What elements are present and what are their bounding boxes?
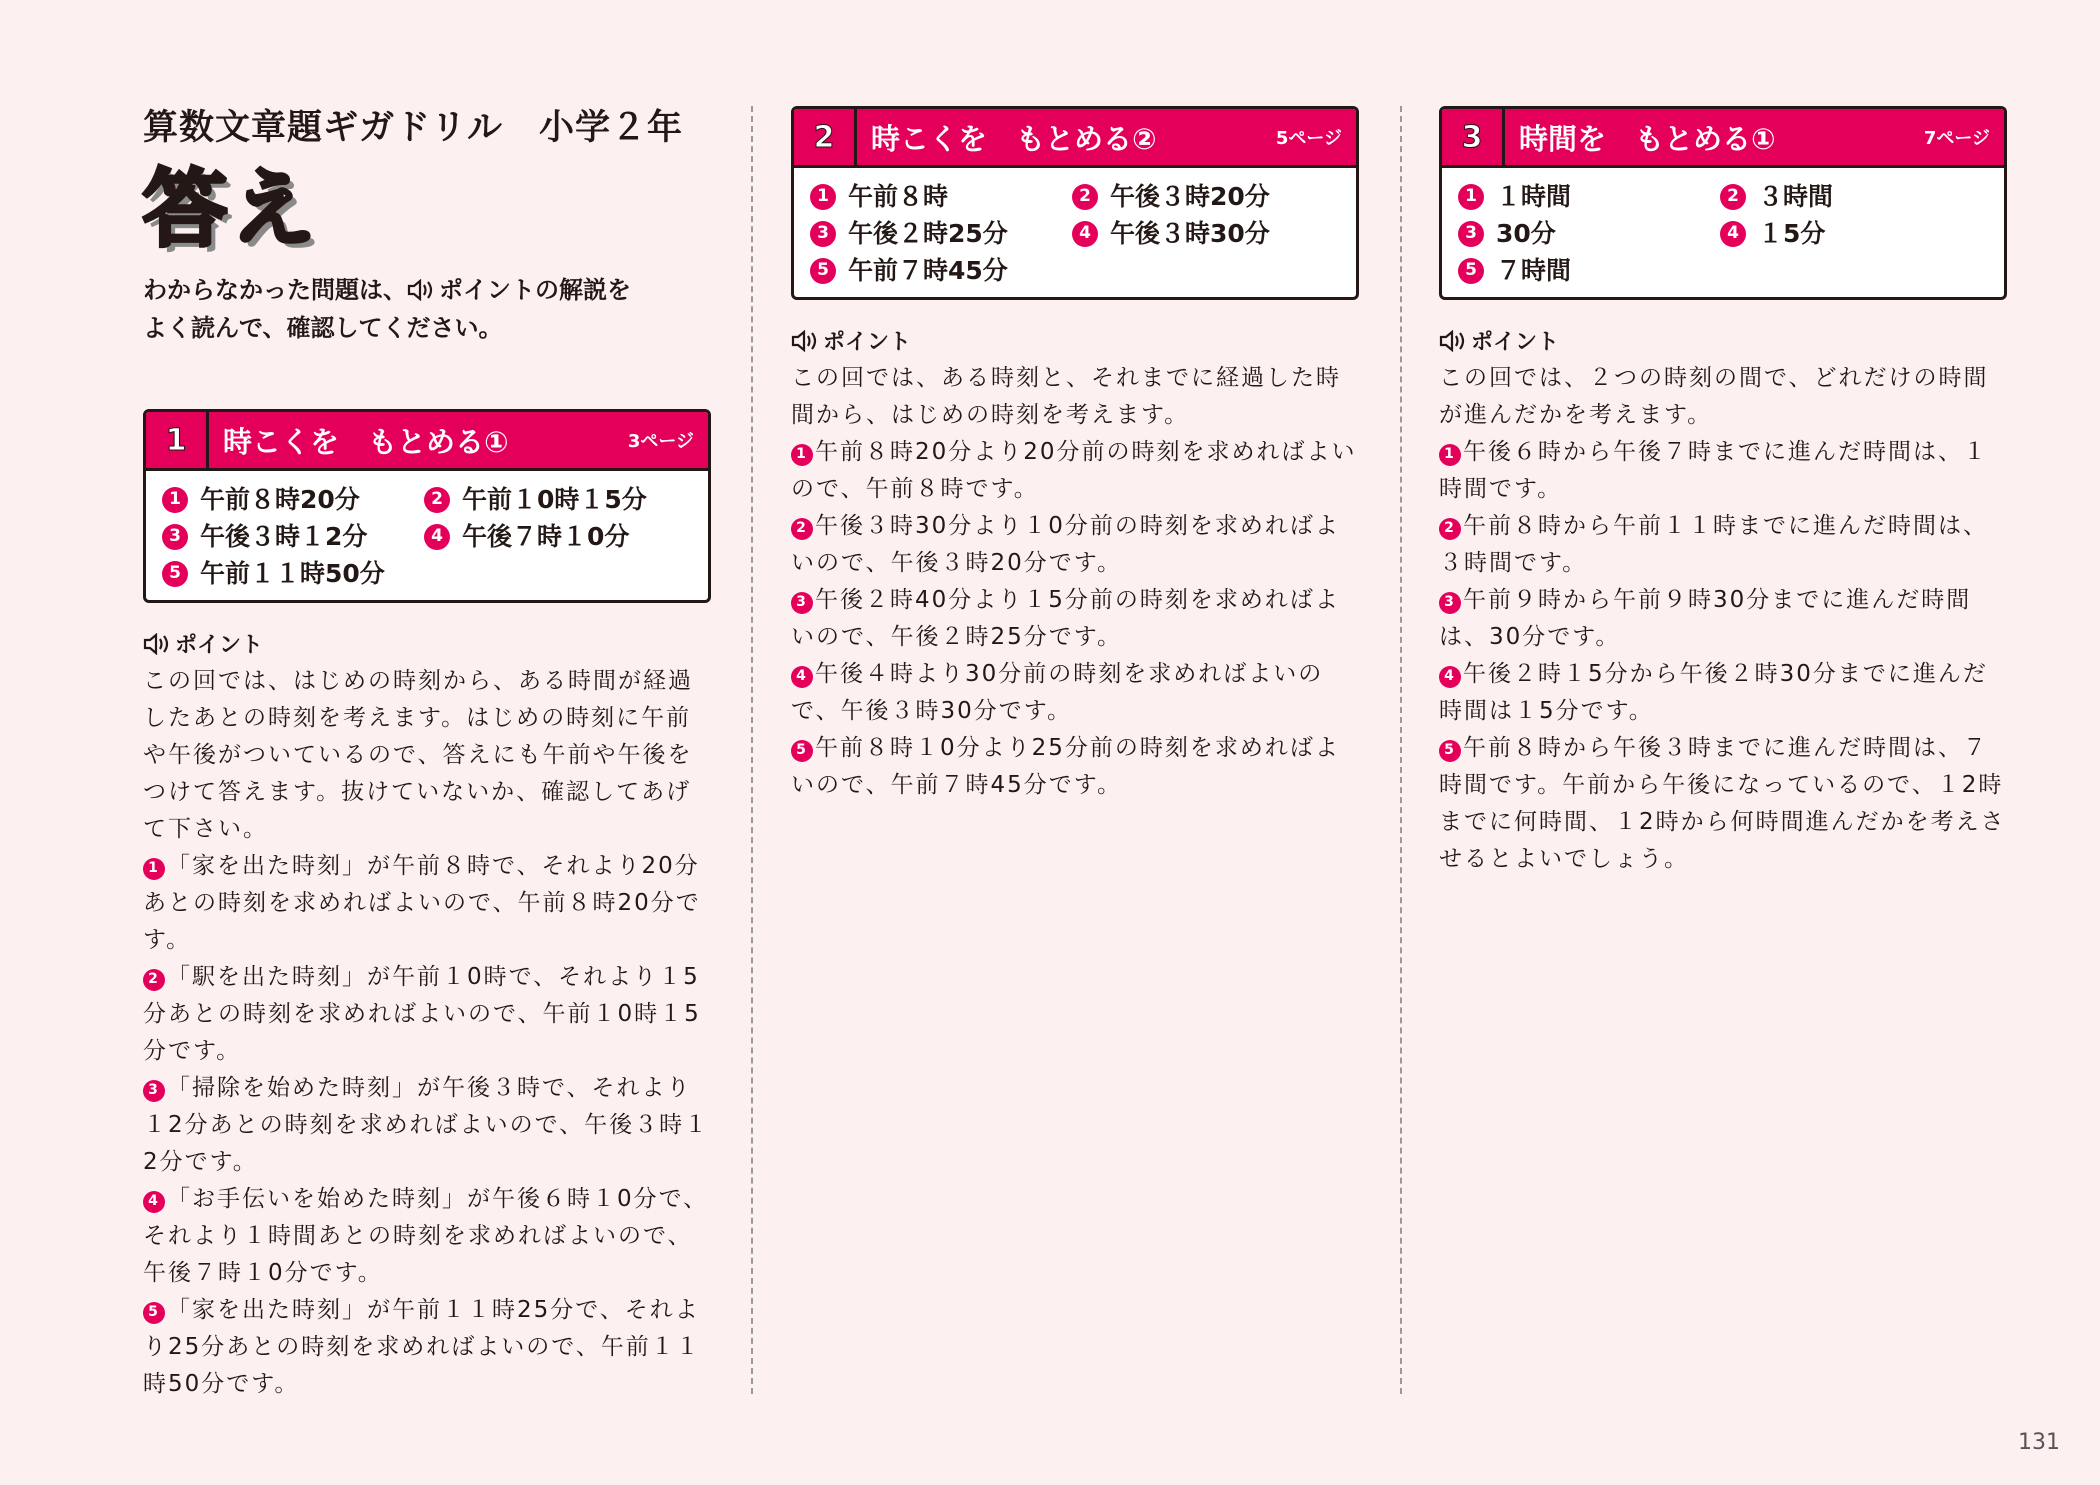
answers-list	[1442, 168, 2004, 297]
circled-number-icon: 3	[791, 592, 813, 614]
column-divider	[1400, 106, 1402, 1394]
card-header	[1442, 109, 2004, 168]
explanation-item: 3 午前９時から午前９時30分までに進んだ時間は、30分です。	[1439, 587, 1972, 650]
circled-number-icon: 5	[143, 1302, 165, 1324]
section-number: 3	[1442, 109, 1505, 165]
circled-number-icon: 1	[810, 184, 836, 210]
answers-list	[794, 168, 1356, 297]
page-ref: 7ページ	[1923, 128, 1990, 149]
circled-number-icon: 1	[1439, 444, 1461, 466]
column-divider	[751, 106, 753, 1394]
point-heading: ポイント	[1439, 326, 2007, 360]
answer-item: 5 午前１１時50分	[162, 555, 424, 592]
answer-item: 1 １時間	[1458, 178, 1720, 215]
point-heading: ポイント	[791, 326, 1359, 360]
point-explanation: この回では、２つの時刻の間で、どれだけの時間が進んだかを考えます。 1 午後６時から午後７時までに進んだ時間は、１時間です。 2 午前８時から午前１１時までに進んだ時間は、３時間です。 3 午前９時から午前９時30分までに進んだ時間は、30分です。 4 午後２時１5分から午後２時30分までに進んだ時間は１5分です。 5 午前８時から午後３時までに進んだ時間は、７時間です。午前から午後になっているので、１2時までに何時間、１2時から何時間進んだかを考えさせるとよいでしょう。	[1439, 360, 2007, 878]
explanation-item: 4 午後２時１5分から午後２時30分までに進んだ時間は１5分です。	[1439, 661, 1988, 724]
circled-number-icon: 4	[1720, 221, 1746, 247]
answer-item: 5 午前７時45分	[810, 252, 1072, 289]
circled-number-icon: 4	[1072, 221, 1098, 247]
circled-number-icon: 4	[1439, 666, 1461, 688]
circled-number-icon: 2	[424, 487, 450, 513]
point-heading: ポイント	[143, 629, 711, 663]
circled-number-icon: 3	[143, 1080, 165, 1102]
answer-item: 1 午前８時20分	[162, 481, 424, 518]
speaker-icon	[407, 279, 435, 301]
intro-text: わからなかった問題は、 ポイントの解説を よく読んで、確認してください。	[143, 276, 631, 342]
explanation-item: 2 午後３時30分より１0分前の時刻を求めればよいので、午後３時20分です。	[791, 513, 1340, 576]
circled-number-icon: 3	[1458, 221, 1484, 247]
answer-item: 2 午後３時20分	[1072, 178, 1334, 215]
explanation-item: 1 「家を出た時刻」が午前８時で、それより20分あとの時刻を求めればよいので、午前８時20分です。	[143, 853, 701, 953]
explanation-item: 5 「家を出た時刻」が午前１１時25分で、それより25分あとの時刻を求めればよいので、午前１１時50分です。	[143, 1297, 701, 1397]
answer-item: 4 午後３時30分	[1072, 215, 1334, 252]
answer-card-2	[791, 106, 1359, 300]
explanation-item: 4 「お手伝いを始めた時刻」が午後６時１0分で、それより１時間あとの時刻を求めればよいので、午後７時１0分です。	[143, 1186, 709, 1286]
answer-item: 2 ３時間	[1720, 178, 1982, 215]
circled-number-icon: 3	[1439, 592, 1461, 614]
circled-number-icon: 1	[791, 444, 813, 466]
answer-item: 3 午後２時25分	[810, 215, 1072, 252]
circled-number-icon: 2	[1072, 184, 1098, 210]
circled-number-icon: 1	[1458, 184, 1484, 210]
answer-item: 3 30分	[1458, 215, 1720, 252]
explanation-item: 1 午前８時20分より20分前の時刻を求めればよいので、午前８時です。	[791, 439, 1357, 502]
circled-number-icon: 5	[162, 561, 188, 587]
page-ref: 5ページ	[1275, 128, 1342, 149]
explanation-item: 2 午前８時から午前１１時までに進んだ時間は、３時間です。	[1439, 513, 1988, 576]
section-number: 1	[146, 412, 209, 468]
circled-number-icon: 4	[791, 666, 813, 688]
point-explanation: この回では、ある時刻と、それまでに経過した時間から、はじめの時刻を考えます。 1 午前８時20分より20分前の時刻を求めればよいので、午前８時です。 2 午後３時30分より１0分前の時刻を求めればよいので、午後３時20分です。 3 午後２時40分より１5分前の時刻を求めればよいので、午後２時25分です。 4 午後４時より30分前の時刻を求めればよいので、午後３時30分です。 5 午前８時１0分より25分前の時刻を求めればよいので、午前７時45分です。	[791, 360, 1359, 804]
circled-number-icon: 1	[143, 858, 165, 880]
card-header	[794, 109, 1356, 168]
card-header	[146, 412, 708, 471]
circled-number-icon: 3	[162, 524, 188, 550]
answer-item: 5 ７時間	[1458, 252, 1720, 289]
answers-title: 答え	[143, 160, 320, 258]
circled-number-icon: 2	[143, 969, 165, 991]
explanation-item: 5 午前８時から午後３時までに進んだ時間は、７時間です。午前から午後になっているので、１2時までに何時間、１2時から何時間進んだかを考えさせるとよいでしょう。	[1439, 735, 2006, 872]
section-title: 時間を もとめる①	[1519, 121, 1776, 156]
explanation-item: 3 午後２時40分より１5分前の時刻を求めればよいので、午後２時25分です。	[791, 587, 1340, 650]
section-title: 時こくを もとめる①	[223, 424, 509, 459]
section-title: 時こくを もとめる②	[871, 121, 1157, 156]
circled-number-icon: 5	[810, 258, 836, 284]
section-number: 2	[794, 109, 857, 165]
explanation-item: 4 午後４時より30分前の時刻を求めればよいので、午後３時30分です。	[791, 661, 1324, 724]
explanation-item: 1 午後６時から午後７時までに進んだ時間は、１時間です。	[1439, 439, 1988, 502]
page-number: 131	[2018, 1430, 2060, 1455]
circled-number-icon: 5	[1458, 258, 1484, 284]
answer-item: 1 午前８時	[810, 178, 1072, 215]
circled-number-icon: 2	[1720, 184, 1746, 210]
circled-number-icon: 5	[791, 740, 813, 762]
circled-number-icon: 4	[143, 1191, 165, 1213]
circled-number-icon: 3	[810, 221, 836, 247]
answer-item: 4 １5分	[1720, 215, 1982, 252]
explanation-item: 2 「駅を出た時刻」が午前１0時で、それより１5分あとの時刻を求めればよいので、午前１0時１5分です。	[143, 964, 701, 1064]
column-3	[1439, 106, 2007, 878]
answer-card-3	[1439, 106, 2007, 300]
circled-number-icon: 2	[791, 518, 813, 540]
circled-number-icon: 4	[424, 524, 450, 550]
answer-item: 2 午前１0時１5分	[424, 481, 686, 518]
column-1	[143, 106, 711, 1403]
speaker-icon	[1439, 330, 1467, 352]
explanation-item: 5 午前８時１0分より25分前の時刻を求めればよいので、午前７時45分です。	[791, 735, 1340, 798]
circled-number-icon: 2	[1439, 518, 1461, 540]
explanation-item: 3 「掃除を始めた時刻」が午後３時で、それより１2分あとの時刻を求めればよいので、午後３時１2分です。	[143, 1075, 710, 1175]
speaker-icon	[791, 330, 819, 352]
answer-item: 4 午後７時１0分	[424, 518, 686, 555]
circled-number-icon: 5	[1439, 740, 1461, 762]
answer-item: 3 午後３時１2分	[162, 518, 424, 555]
book-title: 算数文章題ギガドリル 小学２年	[143, 108, 684, 148]
speaker-icon	[143, 633, 171, 655]
answers-list	[146, 471, 708, 600]
answer-card-1	[143, 409, 711, 603]
column-2	[791, 106, 1359, 804]
page-ref: 3ページ	[627, 431, 694, 452]
point-explanation: この回では、はじめの時刻から、ある時間が経過したあとの時刻を考えます。はじめの時刻に午前や午後がついているので、答えにも午前や午後をつけて答えます。抜けていないか、確認してあげて下さい。 1 「家を出た時刻」が午前８時で、それより20分あとの時刻を求めればよいので、午前８時20分です。 2 「駅を出た時刻」が午前１0時で、それより１5分あとの時刻を求めればよいので、午前１0時１5分です。 3 「掃除を始めた時刻」が午後３時で、それより１2分あとの時刻を求めればよいので、午後３時１2分です。 4 「お手伝いを始めた時刻」が午後６時１0分で、それより１時間あとの時刻を求めればよいので、午後７時１0分です。 5 「家を出た時刻」が午前１１時25分で、それより25分あとの時刻を求めればよいので、午前１１時50分です。	[143, 663, 711, 1403]
circled-number-icon: 1	[162, 487, 188, 513]
